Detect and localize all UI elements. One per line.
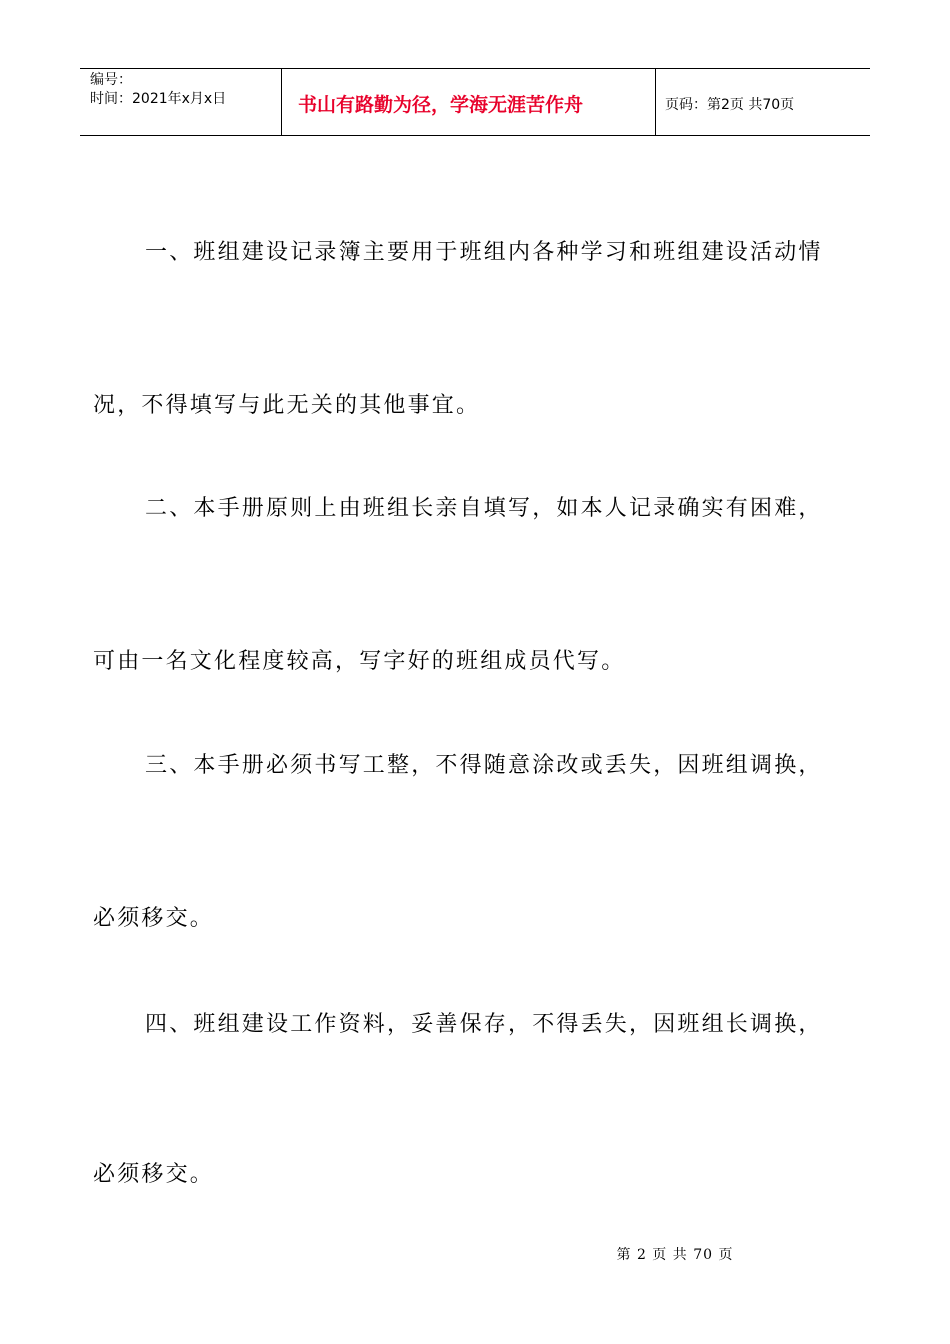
page-footer: 第 2 页 共 70 页	[616, 1247, 734, 1263]
paragraph-2-line-1: 二、本手册原则上由班组长亲自填写，如本人记录确实有困难，	[145, 496, 823, 521]
document-number-label: 编号：	[90, 72, 132, 88]
paragraph-3-line-1: 三、本手册必须书写工整，不得随意涂改或丢失，因班组调换，	[145, 753, 823, 778]
paragraph-3-line-2: 必须移交。	[93, 906, 215, 931]
header-page-info: 页码：第2页 共70页	[665, 97, 795, 113]
header-motto: 书山有路勤为径，学海无涯苦作舟	[298, 94, 584, 116]
header-meta-cell	[80, 69, 282, 135]
document-date: 时间：2021年x月x日	[90, 91, 227, 107]
page-header	[80, 68, 870, 136]
paragraph-1-line-1: 一、班组建设记录簿主要用于班组内各种学习和班组建设活动情	[145, 240, 823, 265]
paragraph-1-line-2: 况，不得填写与此无关的其他事宜。	[93, 393, 481, 418]
paragraph-4-line-2: 必须移交。	[93, 1162, 215, 1187]
paragraph-2-line-2: 可由一名文化程度较高，写字好的班组成员代写。	[93, 649, 626, 674]
header-motto-cell	[282, 69, 656, 135]
paragraph-4-line-1: 四、班组建设工作资料，妥善保存，不得丢失，因班组长调换，	[145, 1012, 823, 1037]
